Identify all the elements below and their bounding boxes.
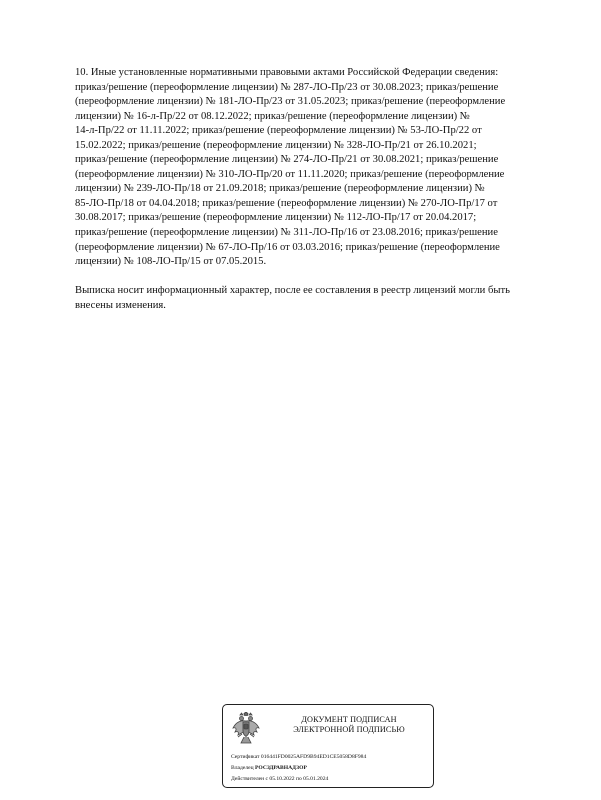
coat-of-arms-icon — [231, 712, 261, 746]
text-line: приказ/решение (переоформление лицензии) № 311-ЛО-Пр/16 от 23.08.2016; приказ/решение — [75, 227, 498, 239]
document-body — [75, 66, 555, 313]
disclaimer-paragraph — [75, 284, 555, 313]
section-10-paragraph — [75, 66, 555, 270]
text-line: 14-л-Пр/22 от 11.11.2022; приказ/решение (переоформление лицензии) № 53-ЛО-Пр/22 от — [75, 125, 482, 137]
text-line: приказ/решение (переоформление лицензии) № 274-ЛО-Пр/21 от 30.08.2021; приказ/решение — [75, 154, 499, 166]
text-line: (переоформление лицензии) № 310-ЛО-Пр/20 от 11.11.2020; приказ/решение (переоформление — [75, 168, 505, 180]
text-line: 15.02.2022; приказ/решение (переоформление лицензии) № 328-ЛО-Пр/21 от 26.10.2021; — [75, 139, 477, 151]
stamp-title-line: ЭЛЕКТРОННОЙ ПОДПИСЬЮ — [293, 725, 405, 734]
text-line: приказ/решение (переоформление лицензии) № 287-ЛО-Пр/23 от 30.08.2023; приказ/решение — [75, 81, 499, 93]
certificate-row — [231, 754, 366, 761]
certificate-value: 016441FD0025AFD9B94ED1CE5058D8F984 — [260, 754, 367, 760]
text-line: (переоформление лицензии) № 181-ЛО-Пр/23 от 31.05.2023; приказ/решение (переоформление — [75, 96, 506, 108]
text-line: (переоформление лицензии) № 67-ЛО-Пр/16 от 03.03.2016; приказ/решение (переоформление — [75, 241, 500, 253]
certificate-label: Сертификат — [231, 754, 260, 760]
owner-row — [231, 765, 307, 772]
text-line: лицензии) № 16-л-Пр/22 от 08.12.2022; приказ/решение (переоформление лицензии) № — [75, 110, 470, 122]
electronic-signature-stamp — [222, 704, 434, 788]
owner-value: РОСЗДРАВНАДЗОР — [255, 765, 307, 771]
text-line: 10. Иные установленные нормативными правовыми актами Российской Федерации сведения: — [75, 67, 499, 78]
owner-label: Владелец — [231, 765, 254, 771]
text-line: 30.08.2017; приказ/решение (переоформление лицензии) № 112-ЛО-Пр/17 от 20.04.2017; — [75, 212, 477, 224]
text-line: внесены изменения. — [75, 299, 166, 311]
validity-row: Действителен с 05.10.2022 по 05.01.2024 — [231, 776, 329, 782]
text-line: лицензии) № 239-ЛО-Пр/18 от 21.09.2018; приказ/решение (переоформление лицензии) № — [75, 183, 485, 195]
text-line: 85-ЛО-Пр/18 от 04.04.2018; приказ/решение (переоформление лицензии) № 270-ЛО-Пр/17 от — [75, 197, 498, 209]
text-line: лицензии) № 108-ЛО-Пр/15 от 07.05.2015. — [75, 256, 267, 268]
stamp-title-line: ДОКУМЕНТ ПОДПИСАН — [301, 715, 397, 724]
stamp-title — [267, 715, 431, 735]
text-line: Выписка носит информационный характер, после ее составления в реестр лицензий могли быть — [75, 285, 510, 297]
